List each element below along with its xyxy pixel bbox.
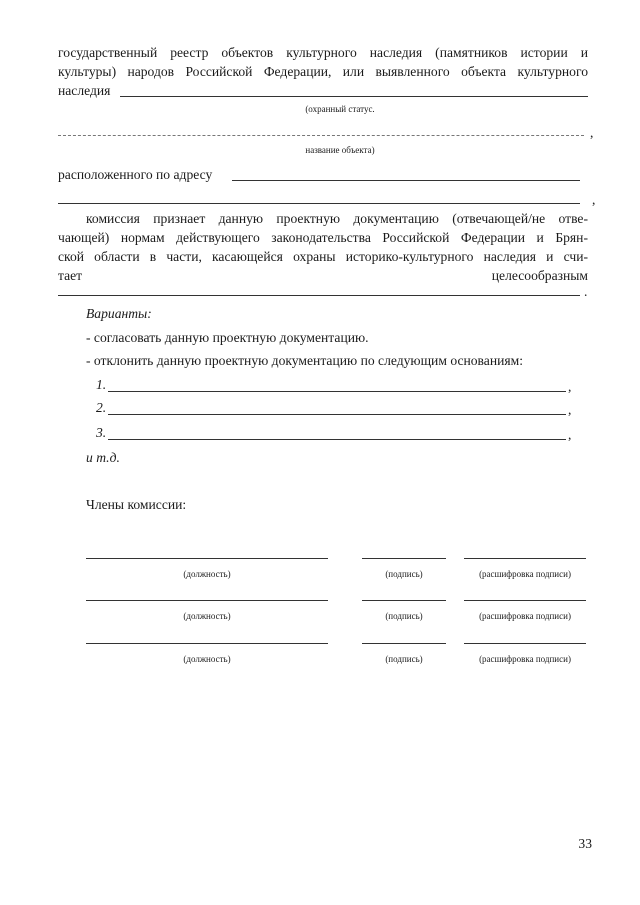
comma-mark-2: ,	[592, 192, 596, 207]
signature-line-1	[362, 558, 446, 559]
variants-heading: Варианты:	[86, 306, 152, 321]
reason-item-2-line	[108, 414, 566, 415]
status-field-line	[120, 96, 588, 97]
reason-item-3-line	[108, 439, 566, 440]
position-line-1	[86, 558, 328, 559]
period-mark: .	[584, 284, 588, 299]
decoding-line-1	[464, 558, 586, 559]
decoding-caption-1: (расшифровка подписи)	[479, 569, 571, 579]
variant-option-approve: - согласовать данную проектную документацию.	[86, 330, 369, 345]
decoding-caption-3: (расшифровка подписи)	[479, 654, 571, 664]
position-line-2	[86, 600, 328, 601]
position-caption-1: (должность)	[183, 569, 231, 579]
paragraph1-line3: наследия	[58, 83, 111, 98]
reason-item-3-number: 3.	[96, 425, 107, 440]
address-label: расположенного по адресу	[58, 167, 213, 182]
conclusion-field-line	[58, 295, 580, 296]
object-name-caption: название объекта)	[305, 145, 375, 155]
paragraph2-line4-right: целесообразным	[491, 268, 588, 283]
reason-item-3-comma: ,	[568, 427, 572, 442]
paragraph1-line1: государственный реестр объектов культурного наследия (памятников истории и	[58, 45, 588, 60]
variant-option-reject: - отклонить данную проектную документацию по следующим основаниям:	[86, 353, 524, 368]
decoding-line-3	[464, 643, 586, 644]
paragraph2-line1: комиссия признает данную проектную документацию (отвечающей/не отве-	[86, 211, 588, 226]
object-name-field-line	[58, 135, 584, 136]
signature-caption-2: (подпись)	[385, 611, 423, 621]
comma-mark-1: ,	[590, 125, 594, 140]
position-caption-2: (должность)	[183, 611, 231, 621]
members-heading: Члены комиссии:	[86, 497, 187, 512]
page-number: 33	[578, 836, 592, 851]
status-caption: (охранный статус.	[305, 104, 375, 114]
signature-line-3	[362, 643, 446, 644]
paragraph2-line3: ской области в части, касающейся охраны историко-культурного наследия и счи-	[58, 249, 588, 264]
paragraph2-line2: чающей) нормам действующего законодательства Российской Федерации и Брян-	[58, 230, 588, 245]
signature-caption-3: (подпись)	[385, 654, 423, 664]
position-line-3	[86, 643, 328, 644]
reason-item-1-comma: ,	[568, 379, 572, 394]
signature-caption-1: (подпись)	[385, 569, 423, 579]
reason-item-1-number: 1.	[96, 377, 107, 392]
address-field-line	[232, 180, 580, 181]
reason-item-2-comma: ,	[568, 402, 572, 417]
paragraph1-line2: культуры) народов Российской Федерации, или выявленного объекта культурного	[58, 64, 588, 79]
position-caption-3: (должность)	[183, 654, 231, 664]
decoding-line-2	[464, 600, 586, 601]
reason-item-2-number: 2.	[96, 400, 107, 415]
address-field-line-2	[58, 203, 580, 204]
decoding-caption-2: (расшифровка подписи)	[479, 611, 571, 621]
reason-item-1-line	[108, 391, 566, 392]
etc-text: и т.д.	[86, 450, 120, 465]
signature-line-2	[362, 600, 446, 601]
paragraph2-line4-left: тает	[58, 268, 83, 283]
